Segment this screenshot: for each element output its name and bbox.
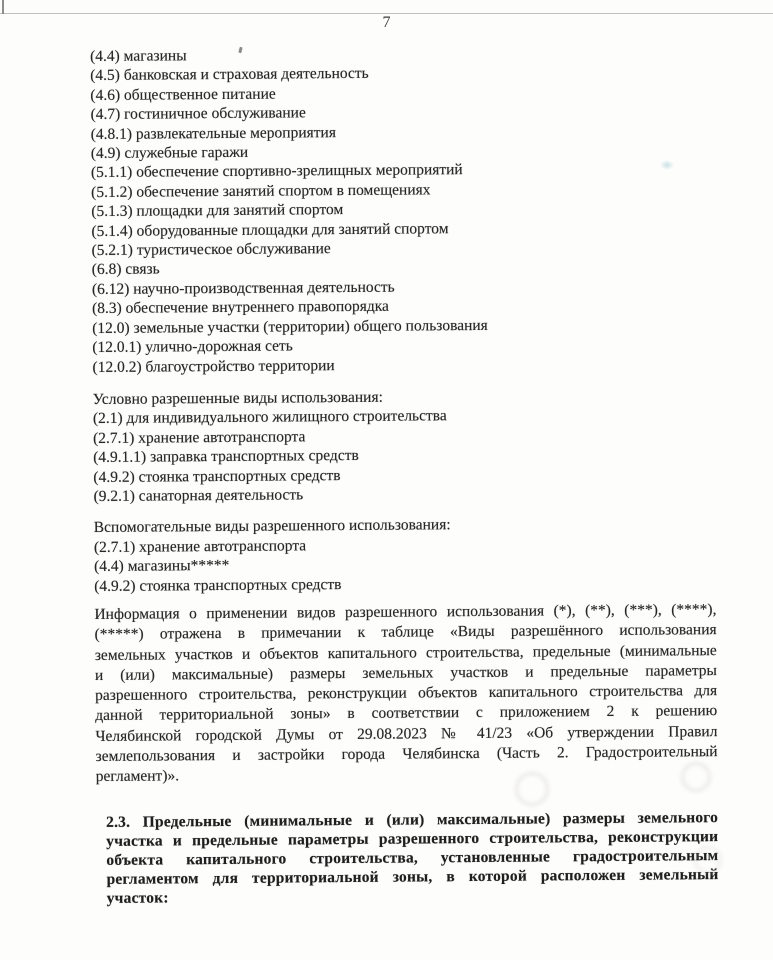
list-item: (2.7.1) хранение автотранспорта — [93, 537, 307, 556]
list-item: (5.1.2) обеспечение занятий спортом в помещениях — [91, 181, 431, 201]
section-2-3-paragraph: 2.3. Предельные (минимальные и (или) максимальные) размеры земельного участка и предельные параметры разрешенного строительства, реконструкции объекта капитального строительства, установленные градостроительным регламентом для территориальной зоны, в которой расположен земельный участок: — [106, 808, 719, 908]
scan-smudge — [694, 846, 722, 874]
list-item: (5.1.3) площадки для занятий спортом — [91, 201, 344, 221]
list-item: (4.4) магазины***** — [94, 557, 230, 576]
permitted-use-list — [90, 42, 715, 377]
list-item: (12.0.1) улично-дорожная сеть — [92, 337, 293, 357]
list-item: (4.9.1.1) заправка транспортных средств — [93, 447, 359, 467]
list-item: (2.1) для индивидуального жилищного строительства — [92, 407, 447, 428]
list-item: (4.6) общественное питание — [90, 85, 276, 104]
list-item: (12.0) земельные участки (территории) общего пользования — [92, 316, 488, 337]
list-item: (5.1.1) обеспечение спортивно-зрелищных мероприятий — [90, 161, 463, 182]
document-content — [90, 42, 719, 909]
auxiliary-use-list — [94, 533, 716, 596]
list-item: (5.2.1) туристическое обслуживание — [91, 240, 331, 260]
list-item: (4.9.2) стоянка транспортных средств — [94, 575, 342, 595]
list-item: (2.7.1) хранение автотранспорта — [93, 428, 306, 447]
conditional-use-list — [93, 404, 716, 506]
conditional-use-heading: Условно разрешенные виды использования: — [92, 388, 383, 408]
list-item: (4.5) банковская и страховая деятельность — [90, 65, 369, 85]
list-item: (4.9.2) стоянка транспортных средств — [93, 466, 341, 486]
list-item: (12.0.2) благоустройство территории — [92, 356, 335, 376]
auxiliary-use-section — [94, 513, 717, 596]
scan-smudge — [660, 160, 674, 170]
list-item: (4.7) гостиничное обслуживание — [90, 104, 306, 124]
scan-smudge — [515, 772, 549, 806]
list-item: (4.8.1) развлекательные мероприятия — [90, 123, 336, 143]
conditional-use-section — [93, 385, 716, 506]
scan-smudge — [681, 762, 711, 792]
list-item: (9.2.1) санаторная деятельность — [93, 486, 304, 505]
list-item: (4.9) служебные гаражи — [90, 143, 249, 163]
list-item: (5.1.4) оборудованные площадки для занятий спортом — [91, 219, 449, 240]
list-item: (6.12) научно-производственная деятельность — [91, 278, 395, 298]
list-item: (6.8) связь — [91, 260, 160, 279]
list-item: (4.4) магазины — [90, 47, 187, 65]
page-number: 7 — [382, 14, 391, 31]
scan-corner-mark — [2, 0, 4, 14]
list-item: (8.3) обеспечение внутреннего правопорядка — [91, 297, 389, 318]
auxiliary-use-heading: Вспомогательные виды разрешенного использования: — [93, 516, 451, 537]
info-paragraph: Информация о применении видов разрешенного использования (*), (**), (***), (****), (*****) отражена в примечании к таблице «Виды разрешённого использования земельных участков и объектов капитального строительства, предельные (минимальные и (или) максимальные) размеры земельных участков и предельные параметры разрешенного строительства, реконструкции объектов капитального строительства для данной территориальной зоны» в соответствии с приложением 2 к решению Челябинской городской Думы от 29.08.2023 № 41/23 «Об утверждении Правил землепользования и застройки города Челябинска (Часть 2. Градостроительный регламент)». — [94, 601, 718, 786]
